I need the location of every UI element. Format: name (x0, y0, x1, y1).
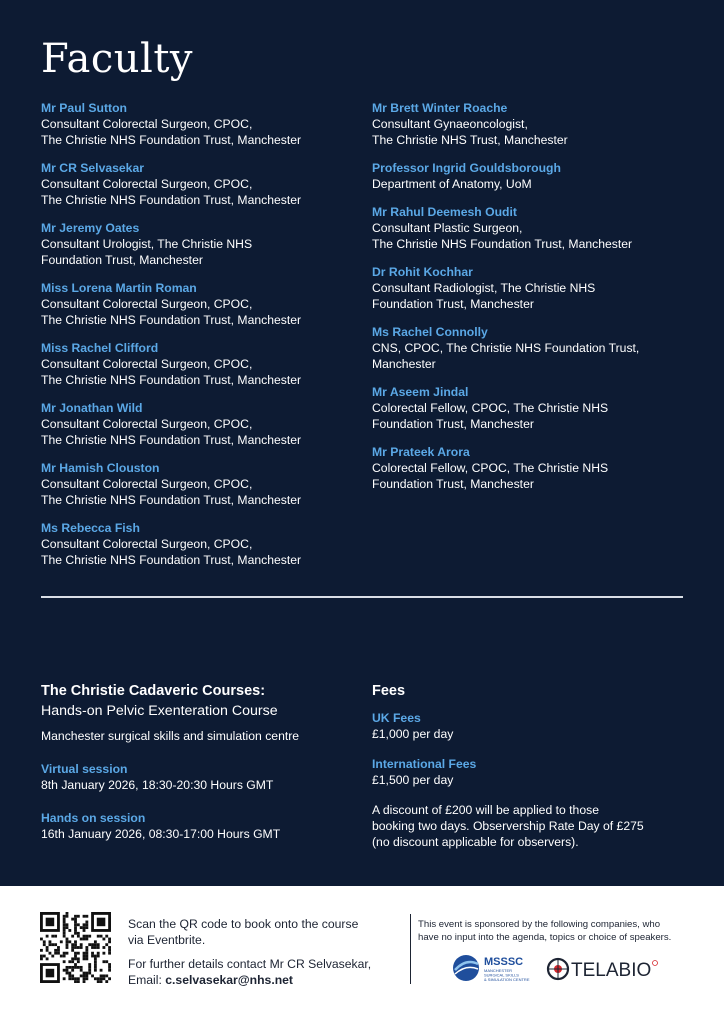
telabio-logo-text: TELABIO (571, 960, 652, 981)
faculty-name: Mr Jeremy Oates (41, 221, 140, 235)
footer (0, 886, 724, 1024)
faculty-name: Mr Brett Winter Roache (372, 101, 508, 115)
faculty-role: Consultant Colorectal Surgeon, CPOC, The Christie NHS Foundation Trust, Manchester (41, 537, 302, 567)
qr-code-icon[interactable] (40, 912, 111, 983)
email-prefix: Email: (128, 973, 166, 987)
international-fees-value: £1,500 per day (372, 773, 454, 787)
discount-note: A discount of £200 will be applied to those booking two days. Observership Rate Day of £275 (no discount applicable for observers). (372, 803, 644, 849)
faculty-member (41, 100, 341, 148)
faculty-role: Consultant Gynaeoncologist, The Christie NHS Trust, Manchester (372, 117, 568, 147)
faculty-name: Mr Prateek Arora (372, 445, 470, 459)
faculty-name: Ms Rachel Connolly (372, 325, 488, 339)
uk-fees-value: £1,000 per day (372, 727, 454, 741)
faculty-member (41, 400, 341, 448)
mssc-logo-sub-2: SURGICAL SKILLS (484, 972, 519, 978)
hands-on-session-label: Hands on session (41, 811, 146, 825)
faculty-name: Mr Hamish Clouston (41, 461, 160, 475)
faculty-role: CNS, CPOC, The Christie NHS Foundation Trust, Manchester (372, 341, 640, 371)
faculty-role: Colorectal Fellow, CPOC, The Christie NHS Foundation Trust, Manchester (372, 401, 609, 431)
faculty-member (41, 220, 341, 268)
mssc-logo-text: MSSSC (484, 956, 524, 968)
page-title: Faculty (41, 36, 194, 82)
faculty-member (372, 160, 682, 192)
faculty-member (372, 384, 682, 432)
faculty-name: Mr Jonathan Wild (41, 401, 143, 415)
uk-fees-label: UK Fees (372, 711, 421, 725)
contact-text: For further details contact Mr CR Selvasekar, (128, 957, 372, 971)
fees-title: Fees (372, 683, 406, 699)
virtual-session-date: 8th January 2026, 18:30-20:30 Hours GMT (41, 778, 274, 792)
faculty-member (41, 460, 341, 508)
mssc-logo-sub-1: MANCHESTER (484, 968, 513, 973)
faculty-role: Consultant Colorectal Surgeon, CPOC, The Christie NHS Foundation Trust, Manchester (41, 177, 302, 207)
faculty-member (372, 324, 682, 372)
sponsor-disclaimer: This event is sponsored by the following companies, who have no input into the agenda, topics or choice of speakers. (418, 919, 672, 943)
email-line (128, 972, 398, 988)
course-info (41, 682, 351, 842)
faculty-role: Department of Anatomy, UoM (372, 177, 532, 191)
faculty-list-left (41, 100, 341, 580)
course-title: The Christie Cadaveric Courses: (41, 683, 266, 699)
fees-section (372, 682, 682, 850)
faculty-name: Dr Rohit Kochhar (372, 265, 473, 279)
email-link[interactable]: c.selvasekar@nhs.net (165, 973, 293, 987)
international-fees (372, 756, 682, 788)
faculty-member (372, 264, 682, 312)
virtual-session-label: Virtual session (41, 762, 128, 776)
faculty-name: Mr Rahul Deemesh Oudit (372, 205, 517, 219)
faculty-role: Consultant Colorectal Surgeon, CPOC, The Christie NHS Foundation Trust, Manchester (41, 357, 302, 387)
faculty-role: Consultant Plastic Surgeon, The Christie NHS Foundation Trust, Manchester (372, 221, 633, 251)
faculty-role: Consultant Radiologist, The Christie NHS Foundation Trust, Manchester (372, 281, 596, 311)
international-fees-label: International Fees (372, 757, 477, 771)
footer-divider (410, 914, 411, 984)
faculty-role: Consultant Colorectal Surgeon, CPOC, The Christie NHS Foundation Trust, Manchester (41, 417, 302, 447)
faculty-member (372, 444, 682, 492)
faculty-name: Ms Rebecca Fish (41, 521, 140, 535)
contact-details (128, 956, 398, 988)
faculty-role: Consultant Urologist, The Christie NHS Foundation Trust, Manchester (41, 237, 253, 267)
course-venue: Manchester surgical skills and simulation centre (41, 729, 300, 743)
faculty-member (41, 280, 341, 328)
faculty-role: Colorectal Fellow, CPOC, The Christie NHS Foundation Trust, Manchester (372, 461, 609, 491)
faculty-member (372, 100, 682, 148)
faculty-name: Mr Aseem Jindal (372, 385, 469, 399)
faculty-role: Consultant Colorectal Surgeon, CPOC, The Christie NHS Foundation Trust, Manchester (41, 477, 302, 507)
faculty-member (41, 340, 341, 388)
faculty-name: Professor Ingrid Gouldsborough (372, 161, 561, 175)
hands-on-session (41, 810, 351, 842)
mssc-logo (452, 952, 544, 984)
faculty-member (41, 520, 341, 568)
mssc-logo-sub-3: & SIMULATION CENTRE (484, 977, 530, 982)
uk-fees (372, 710, 682, 742)
faculty-member (41, 160, 341, 208)
virtual-session (41, 761, 351, 793)
section-divider (41, 596, 683, 598)
course-subtitle: Hands-on Pelvic Exenteration Course (41, 703, 278, 719)
faculty-list-right (372, 100, 682, 504)
hands-on-session-date: 16th January 2026, 08:30-17:00 Hours GMT (41, 827, 281, 841)
faculty-name: Miss Rachel Clifford (41, 341, 159, 355)
faculty-member (372, 204, 682, 252)
faculty-role: Consultant Colorectal Surgeon, CPOC, The Christie NHS Foundation Trust, Manchester (41, 297, 302, 327)
faculty-name: Miss Lorena Martin Roman (41, 281, 197, 295)
telabio-logo (546, 956, 661, 982)
faculty-role: Consultant Colorectal Surgeon, CPOC, The Christie NHS Foundation Trust, Manchester (41, 117, 302, 147)
scan-instructions: Scan the QR code to book onto the course via Eventbrite. (128, 917, 359, 947)
faculty-name: Mr Paul Sutton (41, 101, 127, 115)
faculty-name: Mr CR Selvasekar (41, 161, 144, 175)
